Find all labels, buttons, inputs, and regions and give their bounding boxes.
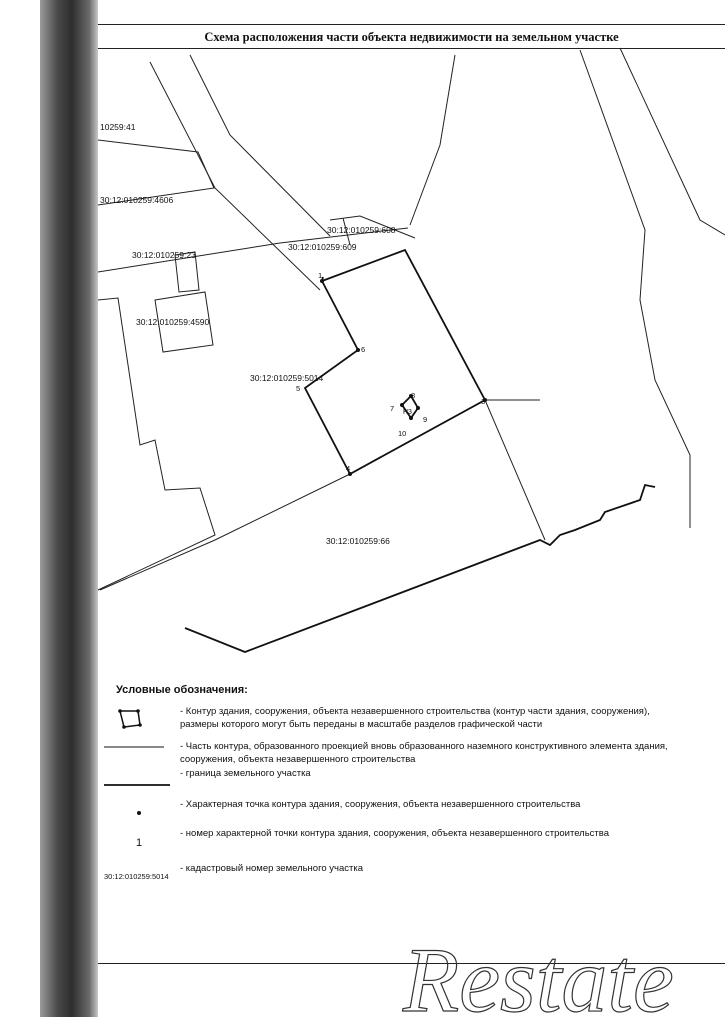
- parcel-label: 30:12:010259:5014: [250, 373, 324, 383]
- contour-point: [409, 416, 413, 420]
- point-label: 4: [346, 464, 351, 473]
- parcel-labels: [100, 122, 396, 546]
- parcel-label: 30:12:010259:609: [288, 242, 357, 252]
- point-label: 8: [411, 391, 416, 400]
- parcel-boundary: [98, 298, 215, 590]
- parcel-boundary: [405, 250, 545, 540]
- land-plot-boundary: [185, 485, 655, 652]
- parcel-boundary: [410, 55, 455, 225]
- contour-point: [416, 406, 420, 410]
- contour-point: [356, 348, 360, 352]
- building-contour-line: [305, 250, 485, 474]
- parcel-label: 30:12:010259:66: [326, 536, 390, 546]
- legend-symbol-part-contour: [100, 740, 178, 760]
- parcel-label: 30:12:010259:4590: [136, 317, 210, 327]
- svg-text:Restate: Restate: [403, 929, 674, 1017]
- building-contour: [305, 250, 485, 474]
- contour-point: [400, 403, 404, 407]
- legend-symbol-cadastral-number: 30:12:010259:5014: [104, 872, 169, 881]
- land-boundary-thick: [185, 485, 655, 652]
- parcel-boundary: [620, 48, 725, 235]
- legend-symbol-point-number: 1: [135, 837, 143, 849]
- parcel-boundary: [190, 55, 330, 236]
- parcel-boundary: [580, 50, 690, 528]
- parcel-boundary: [100, 474, 350, 590]
- legend-symbol-land-boundary: [100, 767, 178, 795]
- point-label: 5: [296, 384, 301, 393]
- point-labels: [296, 271, 485, 473]
- point-label: 10: [398, 429, 407, 438]
- parcel-label: 30:12:010259:608: [327, 225, 396, 235]
- point-label: 7: [390, 404, 395, 413]
- parcel-label: 30:12:010259:4606: [100, 195, 174, 205]
- legend-symbol-point: [100, 798, 178, 822]
- legend-title: Условные обозначения:: [116, 684, 248, 696]
- legend-symbol-building-contour: [100, 705, 178, 739]
- point-label: 1: [318, 271, 323, 280]
- contour-points: [320, 279, 487, 476]
- parcel-label: 10259:41: [100, 122, 136, 132]
- page-title: Схема расположения части объекта недвижимости на земельном участке: [204, 30, 619, 44]
- part-label: Н3: [403, 409, 412, 416]
- point-label: 3: [481, 397, 486, 406]
- parcel-label: 30:12:010259:23: [132, 250, 196, 260]
- point-label: 9: [423, 415, 428, 424]
- restate-watermark: [395, 905, 725, 1017]
- point-label: 6: [361, 345, 366, 354]
